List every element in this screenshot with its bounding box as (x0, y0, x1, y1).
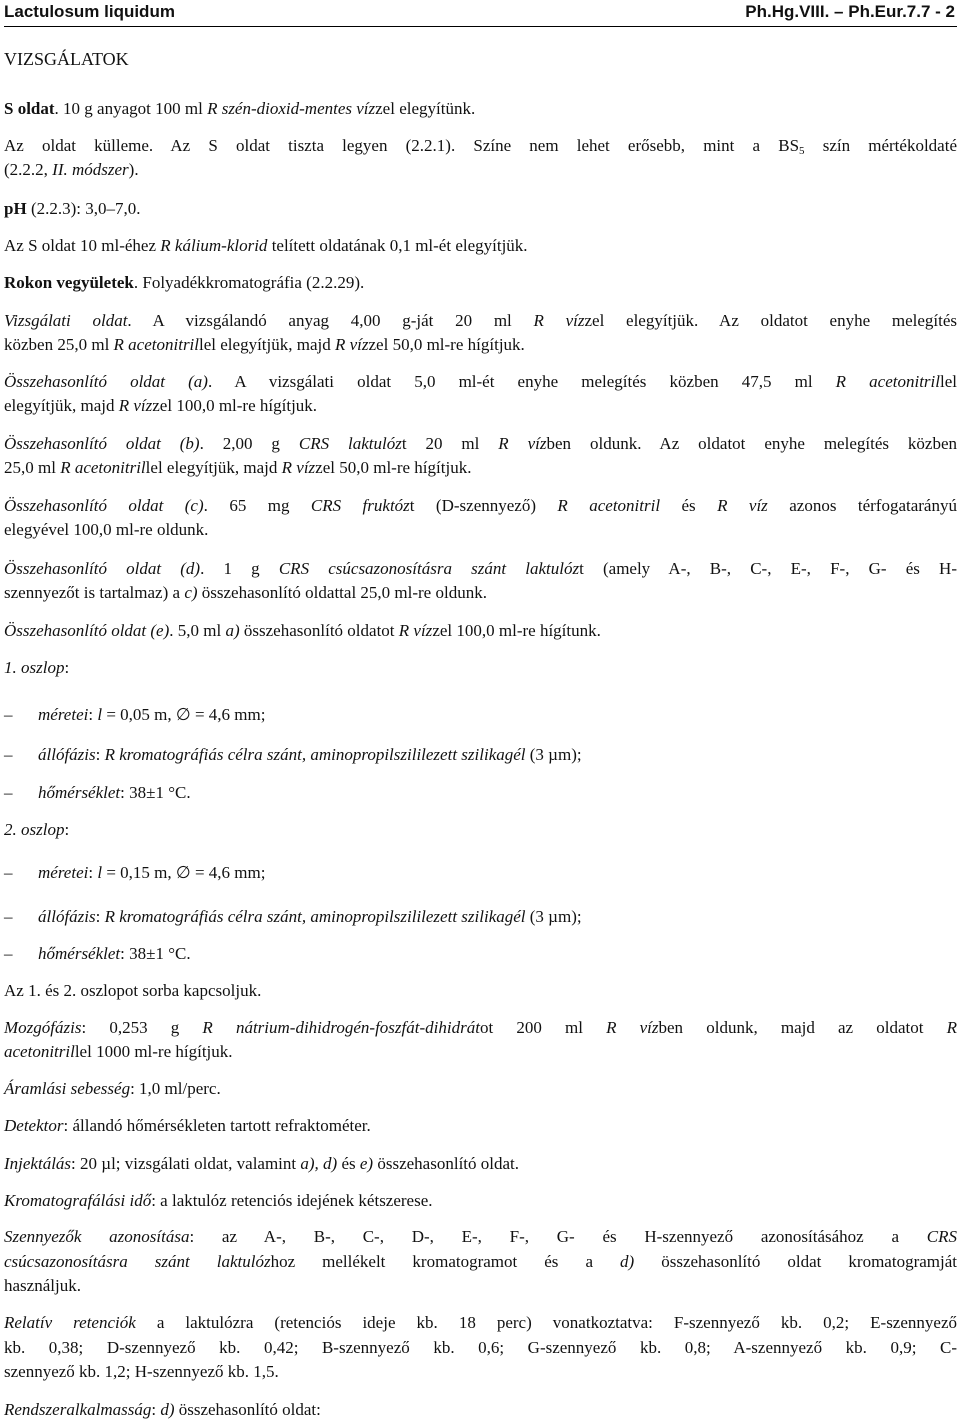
ref-c-line1: Összehasonlító oldat (c). 65 mg CRS fruktózt (D-szennyező) R acetonitril és R víz azonos térfogatarányú (4, 496, 957, 515)
relative-retention-line1: Relatív retenciók a laktulózra (retenciós ideje kb. 18 perc) vonatkoztatva: F-szennyező kb. 0,2; E-szennyező (4, 1313, 957, 1332)
mobile-phase-line2: acetonitrillel 1000 ml-re hígítjuk. (4, 1042, 233, 1061)
impurity-identification-line1: Szennyezők azonosítása: az A-, B-, C-, D-, E-, F-, G- és H-szennyező azonosításához a CRS (4, 1227, 957, 1246)
monograph-title: Lactulosum liquidum (4, 2, 175, 21)
ref-a-line2: elegyítjük, majd R vízzel 100,0 ml-re hígítjuk. (4, 396, 318, 415)
relative-retention-line2: kb. 0,38; D-szennyező kb. 0,42; B-szennyező kb. 0,6; G-szennyező kb. 0,8; A-szennyező kb. 0,9; C- (4, 1338, 957, 1357)
ref-d-line2: szennyezőt is tartalmaz) a c) összehasonlító oldattal 25,0 ml-re oldunk. (4, 583, 487, 602)
ref-d-line1: Összehasonlító oldat (d). 1 g CRS csúcsazonosításra szánt laktulózt (amely A-, B-, C-, E-, F-, G- és H- (4, 559, 957, 578)
system-suitability-paragraph: Rendszeralkalmasság: d) összehasonlító oldat: (4, 1400, 321, 1419)
relative-retention-line3: szennyező kb. 1,2; H-szennyező kb. 1,5. (4, 1362, 279, 1381)
column1-heading: 1. oszlop: (4, 658, 70, 677)
ref-c-line2: elegyével 100,0 ml-re oldunk. (4, 520, 209, 539)
kulleme-paragraph-line2: (2.2.2, II. módszer). (4, 160, 139, 179)
kulleme-paragraph-line1: Az oldat külleme. Az S oldat tiszta legyen (2.2.1). Színe nem lehet erősebb, mint a $BS_5$ szín mértékoldaté (4, 136, 957, 157)
rokon-paragraph: Rokon vegyületek. Folyadékkromatográfia (2.2.29). (4, 273, 365, 292)
s-oldat-label: S oldat (4, 99, 55, 118)
s-oldat-paragraph: S oldat. 10 g anyagot 100 ml R szén-dioxid-mentes vízzel elegyítünk. (4, 99, 476, 118)
impurity-identification-line2: csúcsazonosításra szánt laktulózhoz mellékelt kromatogramot és a d) összehasonlító oldat kromatogramját (4, 1252, 958, 1271)
vizsgalati-line2: közben 25,0 ml R acetonitrillel elegyítjük, majd R vízzel 50,0 ml-re hígítjuk. (4, 335, 525, 354)
mobile-phase-line1: Mozgófázis: 0,253 g R nátrium-dihidrogén-foszfát-dihidrátot 200 ml R vízben oldunk, majd az oldatot R (4, 1018, 957, 1037)
ref-b-line2: 25,0 ml R acetonitrillel elegyítjük, majd R vízzel 50,0 ml-re hígítjuk. (4, 458, 472, 477)
injection-paragraph: Injektálás: 20 µl; vizsgálati oldat, valamint a), d) és e) összehasonlító oldat. (4, 1154, 520, 1173)
ref-a-line1: Összehasonlító oldat (a). A vizsgálati oldat 5,0 ml-ét enyhe melegítés közben 47,5 ml R acetonitrillel (4, 372, 957, 391)
az-s-paragraph: Az S oldat 10 ml-éhez R kálium-klorid telített oldatának 0,1 ml-ét elegyítjük. (4, 236, 528, 255)
section-title: VIZSGÁLATOK (4, 49, 129, 69)
detector-paragraph: Detektor: állandó hőmérsékleten tartott refraktométer. (4, 1116, 371, 1135)
impurity-identification-line3: használjuk. (4, 1276, 81, 1295)
vizsgalati-line1: Vizsgálati oldat. A vizsgálandó anyag 4,00 g-ját 20 ml R vízzel elegyítjük. Az oldatot enyhe melegítés (4, 311, 957, 330)
column2-heading: 2. oszlop: (4, 820, 70, 839)
series-connection-text: Az 1. és 2. oszlopot sorba kapcsoljuk. (4, 981, 262, 1000)
page-header (4, 0, 957, 27)
flow-rate-paragraph: Áramlási sebesség: 1,0 ml/perc. (4, 1079, 221, 1098)
ref-b-line1: Összehasonlító oldat (b). 2,00 g CRS laktulózt 20 ml R vízben oldunk. Az oldatot enyhe melegítés közben (4, 434, 957, 453)
ph-paragraph: pH (2.2.3): 3,0–7,0. (4, 199, 141, 218)
pharmacopoeia-reference: Ph.Hg.VIII. – Ph.Eur.7.7 - 2 (745, 2, 955, 21)
ref-e-paragraph: Összehasonlító oldat (e). 5,0 ml a) összehasonlító oldatot R vízzel 100,0 ml-re hígítunk. (4, 621, 601, 640)
run-time-paragraph: Kromatografálási idő: a laktulóz retenciós idejének kétszerese. (4, 1191, 433, 1210)
